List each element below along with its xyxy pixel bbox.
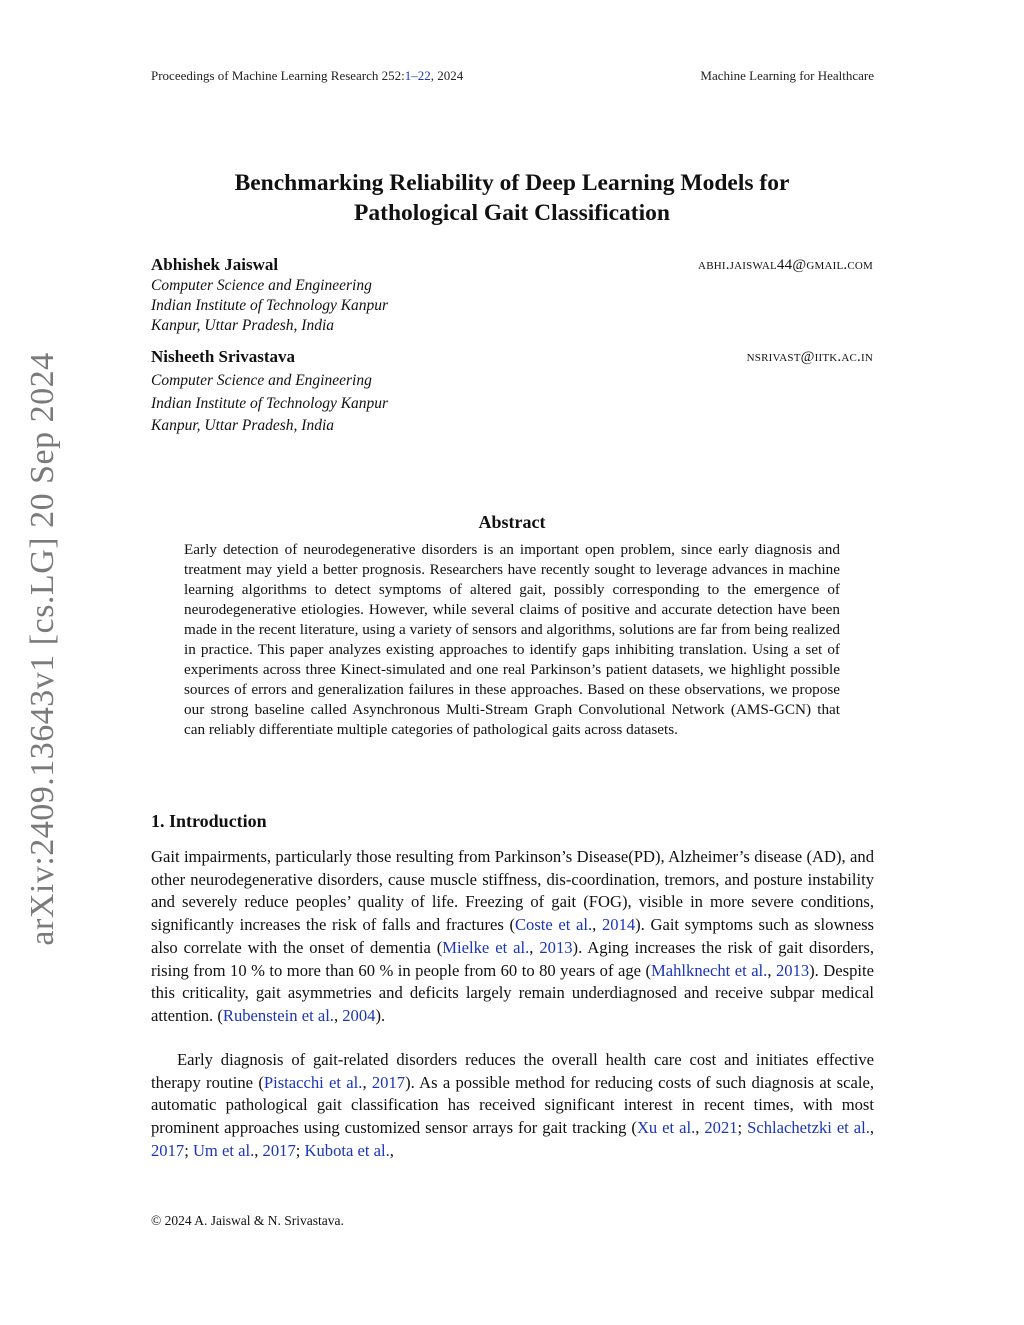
intro-paragraph-2: Early diagnosis of gait-related disorders reduces the overall health care cost and initiates effective therapy routine (Pistacchi et al., 2017). As a possible method for reducing costs of such diagnosis at scale, automatic pathological gait classification has received significant interest in recent times, with most prominent approaches using customized sensor arrays for gait tracking (Xu et al., 2021; Schlachetzki et al., 2017; Um et al., 2017; Kubota et al.,: [151, 1050, 875, 1160]
arxiv-stamp: arXiv:2409.13643v1 [cs.LG] 20 Sep 2024: [24, 352, 61, 946]
citation-link[interactable]: Schlachetzki et al.: [747, 1118, 870, 1138]
author-1-email[interactable]: abhi.jaiswal44@gmail.com: [698, 257, 873, 273]
page-range-link[interactable]: 1–22: [404, 68, 431, 83]
citation-link[interactable]: Pistacchi et al.: [263, 1072, 363, 1092]
citation-year-link[interactable]: 2014: [601, 915, 636, 935]
running-header-right: Machine Learning for Healthcare: [700, 68, 874, 83]
author-2-affiliation: Computer Science and Engineering Indian Institute of Technology Kanpur Kanpur, Uttar Pradesh, India: [151, 372, 389, 434]
citation-year-link[interactable]: 2013: [775, 960, 810, 980]
citation-link[interactable]: Um et al.: [192, 1140, 255, 1160]
paper-title: [0, 168, 1024, 228]
citation-link[interactable]: Mahlknecht et al.: [651, 960, 768, 980]
citation-link[interactable]: Rubenstein et al.: [222, 1005, 334, 1025]
abstract-heading: Abstract: [478, 512, 546, 532]
citation-year-link[interactable]: 2021: [704, 1118, 738, 1138]
citation-link[interactable]: Coste et al.: [514, 915, 593, 935]
section-heading-introduction: 1. Introduction: [151, 811, 267, 831]
citation-year-link[interactable]: 2017: [262, 1140, 296, 1160]
citation-year-link[interactable]: 2013: [539, 937, 573, 957]
citation-year-link[interactable]: 2017: [371, 1072, 406, 1092]
author-2-name: Nisheeth Srivastava: [151, 347, 296, 366]
abstract-text: Early detection of neurodegenerative disorders is an important open problem, since early diagnosis and treatment may yield a better prognosis. Researchers have recently sought to leverage advances in machine learning algorithms to detect symptoms of altered gait, possibly corresponding to the emergence of neurodegenerative etiologies. However, while several claims of positive and accurate detection have been made in the recent literature, using a variety of sensors and algorithms, solutions are far from being realized in practice. This paper analyzes existing approaches to identify gaps inhibiting translation. Using a set of experiments across three Kinect-simulated and one real Parkinson’s patient datasets, we highlight possible sources of errors and generalization failures in these approaches. Based on these observations, we propose our strong baseline called Asynchronous Multi-Stream Graph Convolutional Network (AMS-GCN) that can reliably differentiate multiple categories of pathological gaits across datasets.: [184, 541, 840, 738]
running-header-left: Proceedings of Machine Learning Research 252:1–22, 2024: [151, 68, 464, 83]
citation-link[interactable]: Kubota et al.: [304, 1140, 390, 1160]
copyright-notice: © 2024 A. Jaiswal & N. Srivastava.: [151, 1213, 344, 1228]
citation-year-link[interactable]: 2004: [342, 1005, 376, 1025]
citation-year-link[interactable]: 2017: [151, 1140, 185, 1160]
author-1-name: Abhishek Jaiswal: [151, 255, 279, 274]
citation-link[interactable]: Xu et al.: [636, 1118, 696, 1138]
author-1-affiliation: Computer Science and Engineering Indian Institute of Technology Kanpur Kanpur, Uttar Pradesh, India: [151, 277, 389, 334]
title-line-2: Pathological Gait Classification: [354, 200, 670, 226]
citation-link[interactable]: Mielke et al.: [442, 937, 530, 957]
author-2-email[interactable]: nsrivast@iitk.ac.in: [746, 349, 873, 365]
title-line-1: Benchmarking Reliability of Deep Learning Models for: [234, 170, 790, 196]
intro-paragraph-1: Gait impairments, particularly those resulting from Parkinson’s Disease(PD), Alzheimer’s disease (AD), and other neurodegenerative disorders, cause muscle stiffness, dis-coordination, tremors, and posture instability and severely reduce peoples’ quality of life. Freezing of gait (FOG), visible in more severe conditions, significantly increases the risk of falls and fractures (Coste et al., 2014). Gait symptoms such as slowness also correlate with the onset of dementia (Mielke et al., 2013). Aging increases the risk of gait disorders, rising from 10 % to more than 60 % in people from 60 to 80 years of age (Mahlknecht et al., 2013). Despite this criticality, gait asymmetries and deficits largely remain underdiagnosed and receive subpar medical attention. (Rubenstein et al., 2004).: [151, 847, 875, 1025]
